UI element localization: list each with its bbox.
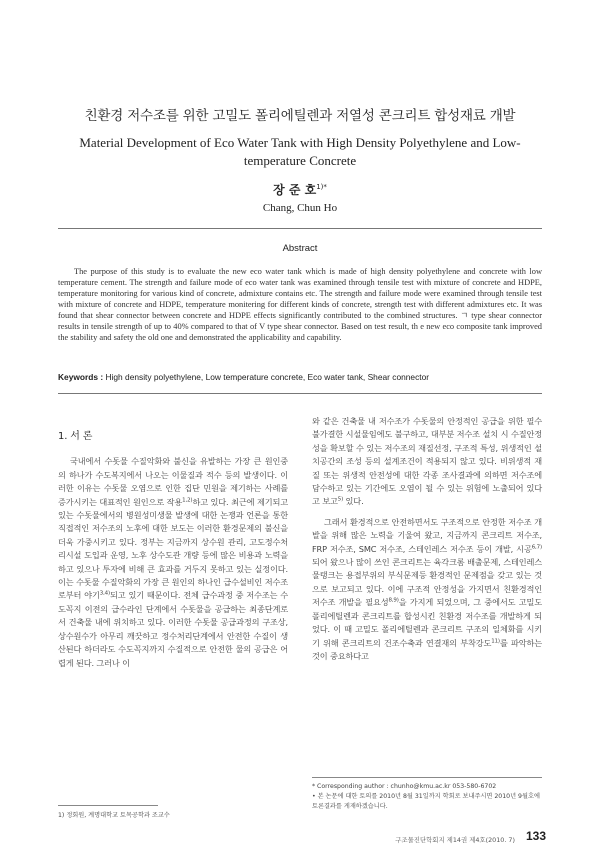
abstract-text: The purpose of this study is to evaluate the new eco water tank which is made of high density polyethylene and concrete with low temperature cement. The strength and failure mode of eco water tank was examined through tensile test with mixture of concrete and HDPE, temperature monitoring for various kind of concrete, admixture contains etc. The strength and failure mode were examined through tensile test with mixture of concrete and HDPE, temperature monitering for different kinds of concrete, strength test with different admixtures etc. It was found that shear connector between concrete and HDPE effects significantly contributed to the combined structures. ㄱ type shear connector results in tensile strength of up to 40% compared to that of V type shear connector. Based on test result, th e new eco composite tank improved the stability and safety the old one and demonstrated the applicability and capability. [58, 267, 542, 342]
text-run: 되고 있기 때문이다. 전체 급수과정 중 저수조는 수도꼭지 이전의 급수라인 단계에서 수돗물을 공급하는 최종단계로서 건축물 내에 위치하고 있다. 이러한 수돗물 공급과정의 구조상, 상수원수가 아무리 깨끗하고 정수처리단계에서 안전한 수질이 생산된다 하더라도 수도꼭지까지 수질적으로 안전한 물의 공급은 어렵게 된다. 그러나 이 [58, 590, 289, 668]
body-column-right [312, 415, 542, 663]
citation-ref: 3,4) [99, 590, 111, 597]
discussion-note: • 본 논문에 대한 토의를 2010년 8월 31일까지 학회로 보내주시면 2010년 9월호에 토론결과를 게재하겠습니다. [312, 793, 540, 810]
citation-ref: 8,9) [388, 597, 399, 604]
corresponding-author-note: * Corresponding author : chunho@kmu.ac.kr 053-580-6702 [312, 783, 497, 790]
author-name: 장 준 호 [273, 183, 317, 197]
author-affiliation-mark: 1)* [316, 183, 327, 191]
body-column-left [58, 422, 288, 670]
intro-paragraph-1 [58, 455, 288, 670]
text-run: 를 파악하는 것이 중요하다고 [312, 637, 542, 661]
top-divider [58, 228, 542, 229]
abstract-divider [58, 393, 542, 394]
author-name-korean [0, 181, 600, 198]
paper-title-english: Material Development of Eco Water Tank with High Density Polyethylene and Low-temperature Concrete [79, 135, 521, 168]
keywords [58, 372, 542, 382]
citation-ref: 1,2) [182, 496, 193, 503]
paper-title-korean: 친환경 저수조를 위한 고밀도 폴리에틸렌과 저열성 콘크리트 합성재료 개발 [84, 108, 516, 124]
text-run: 하고 있다. 최근에 제기되고 있는 수돗물에서의 병원성미생물 발생에 대한 논쟁과 언론을 통한 직접적인 저수조의 노후에 대한 보도는 이러한 환경문제의 불신을 더욱 가중시키고 있다. 정부는 지금까지 상수원 관리, 고도정수처리시설 도입과 운영, 노후 상수도관 개량 등에 많은 비용과 노력을 하고 있으나 투자에 비해 큰 효과를 거두지 못하고 있는 실정이다. 이는 수돗물 수질악화의 가장 큰 원인의 하나인 급수설비인 저수조로부터 야기 [58, 496, 288, 601]
abstract-heading: Abstract [282, 243, 318, 254]
footnote-divider-left [58, 805, 158, 806]
footnote-correspondence [312, 782, 542, 812]
text-run: 그래서 환경적으로 안전하면서도 구조적으로 안정한 저수조 개발을 위해 많은 노력을 기울여 왔고, 지금까지 콘크리트 저수조, FRP 저수조, SMC 저수조, 스테인레스 저수조 등이 개발, 시공 [312, 516, 542, 554]
keywords-label: Keywords : [58, 372, 104, 382]
text-run: 와 같은 건축물 내 저수조가 수돗물의 안정적인 공급을 위한 필수불가결한 시설물임에도 불구하고, 대부분 저수조 설치 시 수질안정성을 확보할 수 있는 저수조의 재질선정, 구조적 특성, 위생적인 설치공간의 조성 등의 설계조건이 적용되지 않고 있다. 비위생적 재질 또는 위생적 안전성에 대한 각종 조사결과에 의하면 저수조에 담수하고 있는 기간에도 오염이 될 수 있는 위험에 노출되어 있다고 보고 [312, 416, 542, 507]
section-heading: 1. 서 론 [58, 431, 93, 442]
text-run: 있다. [343, 496, 364, 507]
footnote-divider-right [312, 777, 542, 778]
keywords-text: High density polyethylene, Low temperature concrete, Eco water tank, Shear connector [105, 372, 430, 382]
citation-ref: 5) [337, 496, 344, 503]
intro-paragraph-2 [312, 516, 542, 663]
citation-ref: 6,7) [531, 543, 542, 550]
text-run: 되어 왔으나 많이 쓰인 콘크리트는 육각크롬 배출문제, 스테인레스 물탱크는 용접부위의 부식문제등 환경적인 문제점을 갖고 있는 것으로 보고되고 있다. 이에 구조적 안정성을 가지면서 친환경적인 저수조 개발을 필요성 [312, 557, 542, 608]
author-name-english: Chang, Chun Ho [262, 202, 338, 214]
page-number: 133 [525, 829, 546, 843]
citation-ref: 11) [491, 637, 500, 644]
intro-paragraph-continued [312, 415, 542, 509]
text-run: 국내에서 수돗물 수질악화와 불신을 유발하는 가장 큰 원인중의 하나가 수도복지에서 나오는 이물질과 적수 등의 발생이다. 이러한 이유는 수돗물 오염으로 인한 집단 민원을 제기하는 사례를 증가시키는 대표적인 원인으로 작용 [58, 456, 288, 507]
footnote-affiliation: 1) 정회원, 계명대학교 토목공학과 조교수 [58, 812, 170, 819]
text-run: 을 가지게 되었으며, 그 중에서도 고밀도 폴리에틸렌과 콘크리트를 합성시킨 친환경 저수조를 개발하게 되었다. 이 때 고밀도 폴리에틸렌과 콘크리트 구조의 일체화를 시키기 위해 콘크리트의 건조수축과 연결재의 부착강도 [312, 597, 542, 648]
journal-citation: 구조물진단학회지 제14권 제4호(2010. 7) [395, 836, 515, 844]
